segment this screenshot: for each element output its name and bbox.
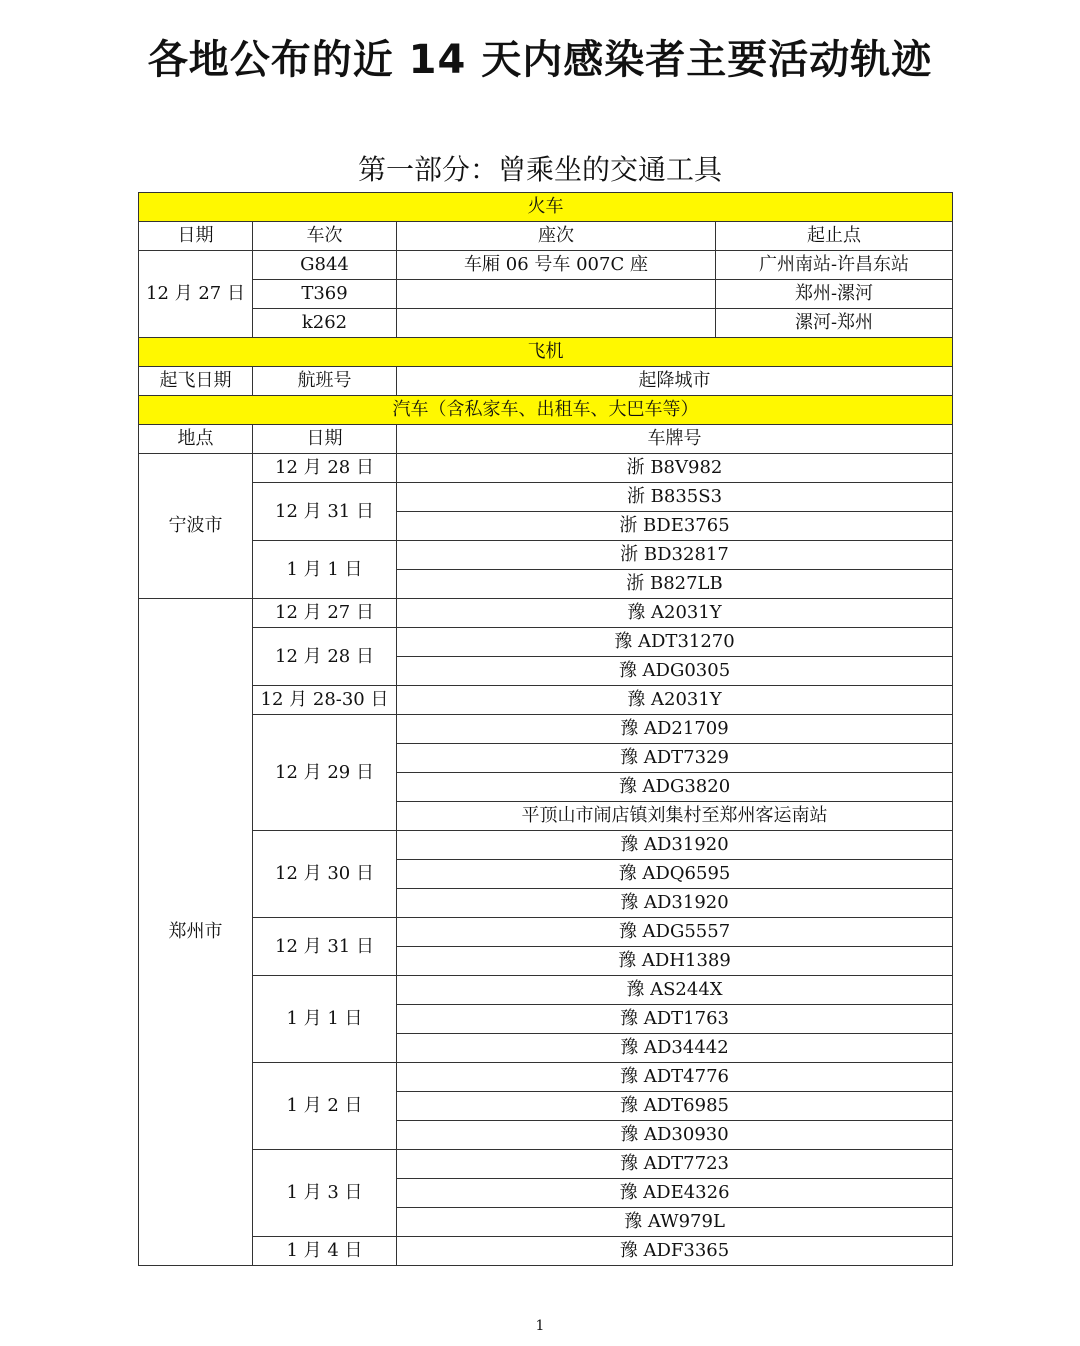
- route-cell: 郑州-漯河: [716, 280, 953, 309]
- plane-column-row: [139, 367, 953, 396]
- page-number: 1: [535, 1318, 545, 1334]
- date-cell: 12 月 28 日: [253, 454, 397, 483]
- plate-cell: 豫 ADH1389: [397, 947, 953, 976]
- page-title: 各地公布的近 14 天内感染者主要活动轨迹: [147, 37, 933, 83]
- plane-header-row: [139, 338, 953, 367]
- plate-cell: 豫 ADG5557: [397, 918, 953, 947]
- seat-cell: [397, 309, 716, 338]
- date-cell: 12 月 30 日: [253, 831, 397, 918]
- car-header-row: [139, 396, 953, 425]
- table-row: [139, 599, 953, 628]
- table-row: [139, 251, 953, 280]
- plate-cell: 豫 A2031Y: [397, 686, 953, 715]
- column-header-cities: 起降城市: [397, 367, 953, 396]
- table-row: [139, 280, 953, 309]
- plate-cell: 浙 BDE3765: [397, 512, 953, 541]
- column-header-flight-number: 航班号: [253, 367, 397, 396]
- table-row: [139, 976, 953, 1005]
- plate-cell: 豫 ADT31270: [397, 628, 953, 657]
- plate-cell: 浙 BD32817: [397, 541, 953, 570]
- transport-table: [138, 192, 953, 1266]
- plate-cell: 豫 AW979L: [397, 1208, 953, 1237]
- date-cell: 12 月 28 日: [253, 628, 397, 686]
- plate-cell: 豫 ADG0305: [397, 657, 953, 686]
- table-row: [139, 483, 953, 512]
- date-cell: 1 月 2 日: [253, 1063, 397, 1150]
- train-section-header: 火车: [139, 193, 953, 222]
- place-cell: 宁波市: [139, 454, 253, 599]
- place-cell: 郑州市: [139, 599, 253, 1266]
- plane-section-header: 飞机: [139, 338, 953, 367]
- plate-cell: 豫 AD31920: [397, 831, 953, 860]
- route-cell: 漯河-郑州: [716, 309, 953, 338]
- plate-cell: 豫 AD34442: [397, 1034, 953, 1063]
- car-column-row: [139, 425, 953, 454]
- date-cell: 1 月 4 日: [253, 1237, 397, 1266]
- date-cell: 1 月 3 日: [253, 1150, 397, 1237]
- plate-cell: 浙 B827LB: [397, 570, 953, 599]
- table-row: [139, 541, 953, 570]
- train-date-cell: 12 月 27 日: [139, 251, 253, 338]
- table-row: [139, 1237, 953, 1266]
- column-header-route: 起止点: [716, 222, 953, 251]
- plate-cell: 豫 AD31920: [397, 889, 953, 918]
- column-header-train-number: 车次: [253, 222, 397, 251]
- route-cell: 广州南站-许昌东站: [716, 251, 953, 280]
- plate-cell: 豫 AS244X: [397, 976, 953, 1005]
- train-number-cell: k262: [253, 309, 397, 338]
- plate-cell: 豫 ADT7329: [397, 744, 953, 773]
- table-row: [139, 715, 953, 744]
- plate-cell: 豫 AD30930: [397, 1121, 953, 1150]
- date-cell: 12 月 27 日: [253, 599, 397, 628]
- plate-cell: 豫 ADG3820: [397, 773, 953, 802]
- section-title: 第一部分：曾乘坐的交通工具: [357, 153, 722, 186]
- train-number-cell: G844: [253, 251, 397, 280]
- date-cell: 12 月 31 日: [253, 483, 397, 541]
- column-header-seat: 座次: [397, 222, 716, 251]
- column-header-place: 地点: [139, 425, 253, 454]
- table-row: [139, 1063, 953, 1092]
- date-cell: 1 月 1 日: [253, 541, 397, 599]
- table-row: [139, 454, 953, 483]
- plate-cell: 豫 ADF3365: [397, 1237, 953, 1266]
- table-row: [139, 1150, 953, 1179]
- plate-cell: 豫 ADT1763: [397, 1005, 953, 1034]
- plate-cell: 豫 ADT6985: [397, 1092, 953, 1121]
- date-cell: 12 月 29 日: [253, 715, 397, 831]
- table-row: [139, 831, 953, 860]
- train-column-row: [139, 222, 953, 251]
- seat-cell: 车厢 06 号车 007C 座: [397, 251, 716, 280]
- column-header-car-date: 日期: [253, 425, 397, 454]
- plate-cell: 豫 ADT4776: [397, 1063, 953, 1092]
- plate-cell: 豫 A2031Y: [397, 599, 953, 628]
- plate-cell: 豫 AD21709: [397, 715, 953, 744]
- plate-cell: 豫 ADQ6595: [397, 860, 953, 889]
- plate-cell: 浙 B835S3: [397, 483, 953, 512]
- column-header-departure-date: 起飞日期: [139, 367, 253, 396]
- column-header-date: 日期: [139, 222, 253, 251]
- table-row: [139, 309, 953, 338]
- plate-cell: 浙 B8V982: [397, 454, 953, 483]
- column-header-plate: 车牌号: [397, 425, 953, 454]
- train-number-cell: T369: [253, 280, 397, 309]
- table-row: [139, 686, 953, 715]
- date-cell: 1 月 1 日: [253, 976, 397, 1063]
- date-cell: 12 月 28-30 日: [253, 686, 397, 715]
- plate-cell: 平顶山市闹店镇刘集村至郑州客运南站: [397, 802, 953, 831]
- plate-cell: 豫 ADE4326: [397, 1179, 953, 1208]
- date-cell: 12 月 31 日: [253, 918, 397, 976]
- train-header-row: [139, 193, 953, 222]
- seat-cell: [397, 280, 716, 309]
- table-row: [139, 628, 953, 657]
- plate-cell: 豫 ADT7723: [397, 1150, 953, 1179]
- car-section-header: 汽车（含私家车、出租车、大巴车等）: [139, 396, 953, 425]
- table-row: [139, 918, 953, 947]
